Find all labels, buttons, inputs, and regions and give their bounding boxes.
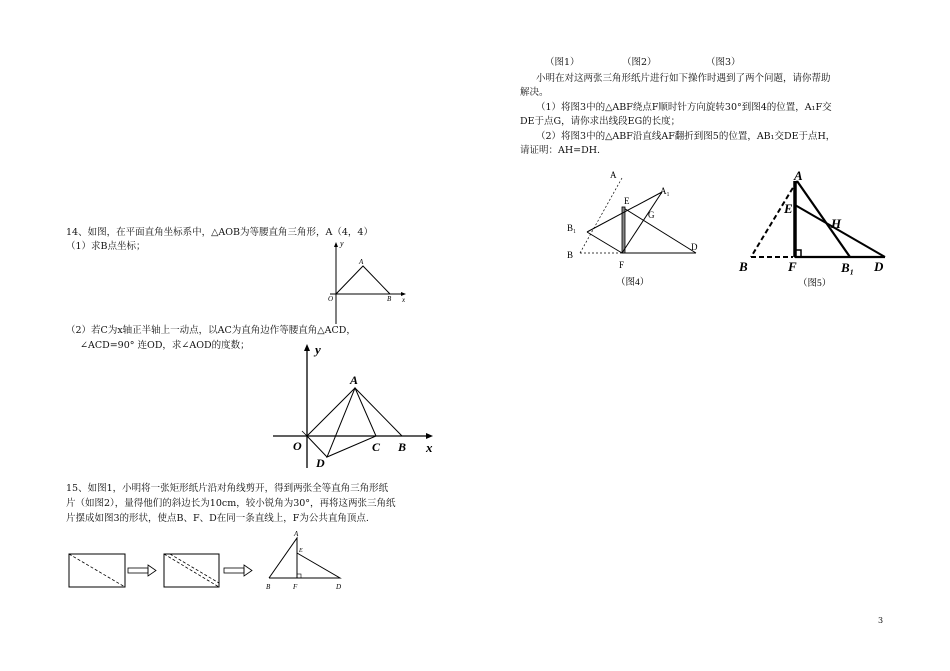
- page-number: 3: [878, 616, 884, 625]
- fig4-label-E: E: [624, 196, 630, 206]
- fig3-caption: （图3）: [706, 57, 741, 68]
- fig2-caption: （图2）: [622, 57, 657, 68]
- fig5-label-A: A: [794, 168, 803, 183]
- part2-line1: （2）将图3中的△ABF沿直线AF翻折到图5的位置，AB₁交DE于点H，: [536, 131, 836, 142]
- fig5-label-B: B: [739, 259, 748, 274]
- q14-figure-2: [270, 340, 445, 470]
- figure-4: [560, 165, 710, 290]
- q14-part2-line1: （2）若C为x轴正半轴上一动点，以AC为直角边作等腰直角△ACD，: [66, 325, 356, 336]
- q15-line1: 15、如图1，小明将一张矩形纸片沿对角线剪开，得到两张全等直角三角形纸: [66, 483, 389, 494]
- q15-figures-strip: [64, 530, 354, 595]
- fig4-label-A1: A₁: [660, 186, 670, 196]
- fig1-label-A: A: [359, 258, 364, 266]
- fig4-label-G: G: [648, 210, 655, 220]
- q14-stem: 14、如图，在平面直角坐标系中，△AOB为等腰直角三角形，A（4，4）: [66, 227, 373, 238]
- intro-line2: 解决。: [520, 87, 549, 98]
- q14-part1: （1）求B点坐标；: [66, 241, 146, 252]
- fig4-label-F: F: [619, 260, 625, 270]
- fig2-label-D: D: [316, 456, 325, 470]
- part1-line1: （1）将图3中的△ABF绕点F顺时针方向旋转30°到图4的位置，A₁F交: [536, 102, 832, 113]
- fig5-caption: （图5）: [798, 279, 832, 289]
- fig3-label-A: A: [294, 530, 299, 538]
- fig3-label-F: F: [293, 583, 298, 591]
- fig5-label-H: H: [831, 216, 842, 231]
- fig2-label-A: A: [350, 373, 359, 387]
- fig3-label-E: E: [299, 548, 303, 554]
- q14-figure-1: [320, 236, 420, 326]
- intro-line1: 小明在对这两张三角形纸片进行如下操作时遇到了两个问题，请你帮助: [536, 73, 831, 84]
- fig1-caption: （图1）: [545, 57, 580, 68]
- fig5-label-D: D: [874, 259, 884, 274]
- fig5-label-E: E: [784, 201, 793, 216]
- fig2-label-B: B: [398, 440, 407, 454]
- q15-line2: 片（如图2），量得他们的斜边长为10cm，较小锐角为30°，再将这两张三角纸: [66, 498, 396, 509]
- fig4-label-D: D: [691, 242, 698, 252]
- fig5-label-B1: B₁: [841, 260, 855, 275]
- fig2-label-C: C: [372, 440, 381, 454]
- fig5-label-F: F: [788, 259, 797, 274]
- part1-line2: DE于点G，请你求出线段EG的长度；: [520, 116, 681, 127]
- fig1-label-y: y: [340, 239, 344, 248]
- part2-line2: 请证明：AH=DH.: [520, 145, 601, 156]
- fig3-label-B: B: [266, 583, 271, 591]
- fig1-label-O: O: [328, 295, 334, 303]
- fig1-label-x: x: [402, 296, 406, 304]
- fig3-label-D: D: [336, 583, 342, 591]
- fig1-label-B: B: [387, 295, 392, 303]
- fig4-label-B1: B₁: [567, 223, 577, 233]
- fig2-label-y: y: [315, 342, 321, 357]
- fig4-caption: （图4）: [616, 278, 650, 288]
- fig2-label-O: O: [293, 439, 302, 453]
- fig4-label-B: B: [567, 250, 574, 260]
- fig2-label-x: x: [426, 440, 433, 455]
- fig4-label-A: A: [610, 170, 617, 180]
- figure-5: [735, 163, 895, 293]
- q15-line3: 片摆成如图3的形状，使点B、F、D在同一条直线上，F为公共直角顶点.: [66, 513, 369, 524]
- q14-part2-line2: ∠ACD=90° 连OD，求∠AOD的度数；: [80, 340, 250, 351]
